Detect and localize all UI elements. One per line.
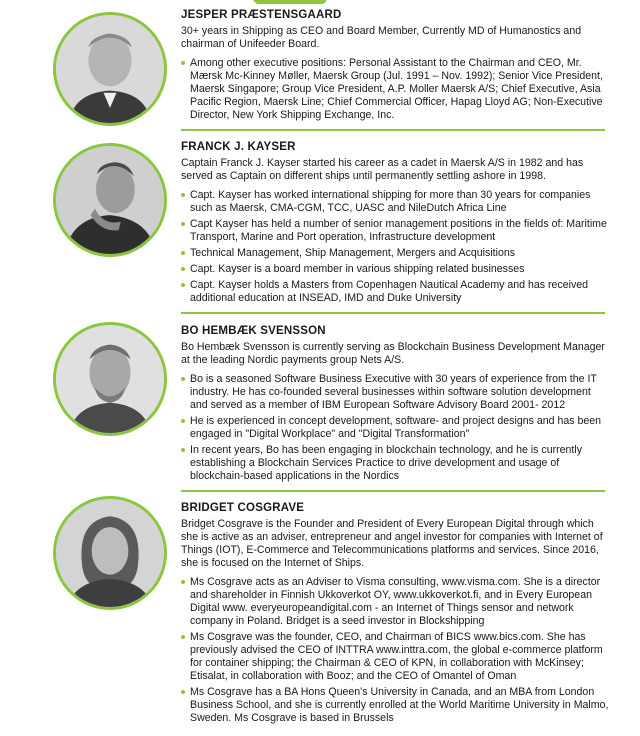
bullet-list bbox=[181, 373, 609, 483]
portrait-photo bbox=[53, 143, 167, 257]
list-item: He is experienced in concept development, software- and project designs and has been engaged in "Digital Workplace" and "Digital Transformation" bbox=[181, 415, 609, 441]
bullet-list bbox=[181, 576, 609, 725]
person-name: BRIDGET COSGRAVE bbox=[181, 502, 305, 514]
bullet-icon bbox=[181, 419, 185, 423]
list-item: Capt Kayser has held a number of senior management positions in the fields of: Maritime Transport, Marine and Port operation, Infrastructure development bbox=[181, 218, 609, 244]
list-item: Capt. Kayser holds a Masters from Copenhagen Nautical Academy and has received additional education at INSEAD, IMD and Duke University bbox=[181, 279, 609, 305]
bullet-list bbox=[181, 57, 609, 122]
section-divider bbox=[181, 129, 605, 131]
person-intro: 30+ years in Shipping as CEO and Board Member, Currently MD of Humanostics and chairman of Unifeeder Board. bbox=[181, 25, 582, 50]
portrait-photo bbox=[53, 12, 167, 126]
person-name: BO HEMBÆK SVENSSON bbox=[181, 325, 326, 337]
person-intro: Bo Hembæk Svensson is currently serving as Blockchain Business Development Manager at the leading Nordic payments group Nets A/S. bbox=[181, 341, 605, 366]
portrait-image bbox=[56, 325, 164, 433]
bullet-icon bbox=[181, 690, 185, 694]
top-heading-accent bbox=[253, 0, 327, 4]
bullet-list bbox=[181, 189, 609, 305]
person-intro: Captain Franck J. Kayser started his career as a cadet in Maersk A/S in 1982 and has served as Captain on different ships until permanently settling ashore in 1998. bbox=[181, 157, 584, 182]
bullet-icon bbox=[181, 283, 185, 287]
bullet-icon bbox=[181, 193, 185, 197]
person-intro: Bridget Cosgrave is the Founder and President of Every European Digital through which she is active as an adviser, entrepreneur and angel investor for companies with Internet of Things (IOT), E-Commerce and Telecommunications platforms and services. Since 2016, she is focused on the Internet of Ships. bbox=[181, 518, 603, 569]
section-divider bbox=[181, 312, 605, 314]
section-divider bbox=[181, 490, 605, 492]
portrait-photo bbox=[53, 496, 167, 610]
portrait-image bbox=[56, 499, 164, 607]
bullet-icon bbox=[181, 267, 185, 271]
bullet-icon bbox=[181, 61, 185, 65]
list-item: In recent years, Bo has been engaging in blockchain technology, and he is currently establishing a Blockchain Services Practice to drive development and usage of blockchain-based applications in the Nordics bbox=[181, 444, 609, 483]
list-item: Technical Management, Ship Management, Mergers and Acquisitions bbox=[181, 247, 609, 260]
portrait-image bbox=[56, 146, 164, 254]
list-item: Capt. Kayser is a board member in various shipping related businesses bbox=[181, 263, 609, 276]
person-name: JESPER PRÆSTENSGAARD bbox=[181, 9, 342, 21]
list-item: Ms Cosgrave was the founder, CEO, and Chairman of BICS www.bics.com. She has previously advised the CEO of INTTRA www.inttra.com, the global e-commerce platform for container shipping; the Chairman & CEO of KPN, in collaboration with McKinsey; Etisalat, in collaboration with Booz; and the CEO of Omantel of Oman bbox=[181, 631, 609, 683]
bullet-icon bbox=[181, 635, 185, 639]
bullet-icon bbox=[181, 222, 185, 226]
list-item: Bo is a seasoned Software Business Executive with 30 years of experience from the IT industry. He has co-founded several businesses within software solution development and served as a member of IBM European Software Advisory Board 2001- 2012 bbox=[181, 373, 609, 412]
bullet-icon bbox=[181, 448, 185, 452]
list-item: Among other executive positions: Personal Assistant to the Chairman and CEO, Mr. Mærsk Mc-Kinney Møller, Maersk Group (Jul. 1991 – Nov. 1992); Senior Vice President, Maersk Singapore; Group Vice President, A.P. Moller Maersk A/S; Chief Executive, Asia Pacific Region, Maersk Line; Chief Commercial Officer, Hapag Lloyd AG; Non-Executive Director, New York Shipping Exchange, Inc. bbox=[181, 57, 609, 122]
list-item: Ms Cosgrave has a BA Hons Queen's University in Canada, and an MBA from London Business School, and she is currently enrolled at the World Maritime University in Malmo, Sweden. Ms Cosgrave is based in Brussels bbox=[181, 686, 609, 725]
bullet-icon bbox=[181, 377, 185, 381]
list-item: Ms Cosgrave acts as an Adviser to Visma consulting, www.visma.com. She is a director and shareholder in Finnish Ukkoverkot OY, www.ukkoverkot.fi, and in Every European Digital www. everyeuropeandigital.com - an Internet of Things sensor and network company in Poland. Bridget is a seed investor in Blockshipping bbox=[181, 576, 609, 628]
portrait-photo bbox=[53, 322, 167, 436]
bullet-icon bbox=[181, 580, 185, 584]
bullet-icon bbox=[181, 251, 185, 255]
person-name: FRANCK J. KAYSER bbox=[181, 141, 296, 153]
list-item: Capt. Kayser has worked international shipping for more than 30 years for companies such as Maersk, CMA-CGM, TCC, UASC and NileDutch Africa Line bbox=[181, 189, 609, 215]
portrait-image bbox=[56, 15, 164, 123]
